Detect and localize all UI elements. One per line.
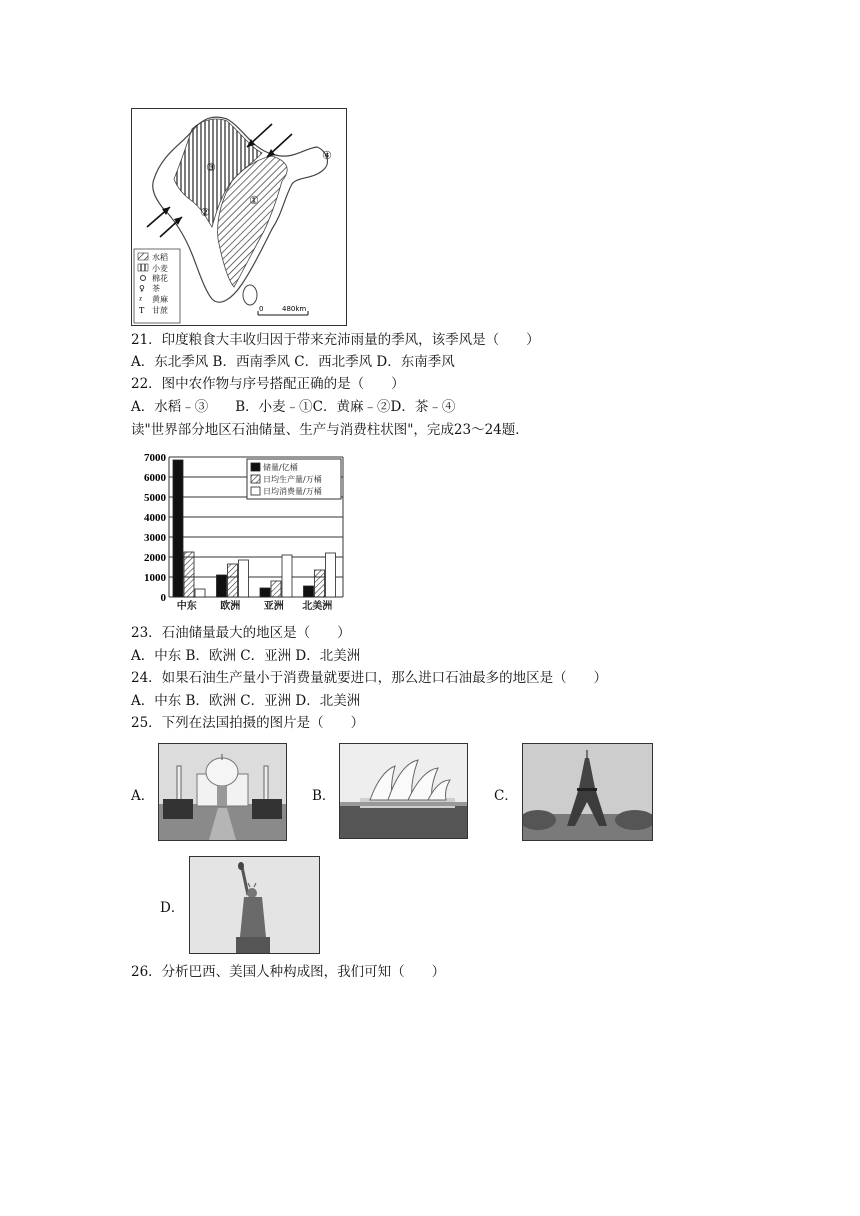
q22-options: A．水稻﹣③ B．小麦﹣①C．黄麻﹣②D．茶﹣④: [131, 399, 456, 415]
q21-options: A．东北季风 B．西南季风 C．西北季风 D．东南季风: [131, 354, 455, 370]
legend-label: 储量/亿桶: [263, 463, 298, 472]
svg-text:♀: ♀: [139, 284, 145, 293]
bar-0-2: [195, 589, 205, 597]
option-b-label: B．: [312, 788, 336, 804]
india-map: [132, 109, 346, 325]
legend-swatch: [251, 463, 260, 471]
option-c-label: C．: [494, 788, 518, 804]
y-tick-label: 3000: [144, 532, 166, 544]
bar-0-1: [184, 552, 194, 597]
chart-intro: 读"世界部分地区石油储量、生产与消费柱状图"，完成23～24题．: [131, 422, 529, 438]
oil-chart-figure: [131, 449, 347, 615]
sri-lanka: [243, 285, 257, 305]
legend-swatch: [251, 487, 260, 495]
x-category-label: 亚洲: [263, 601, 284, 612]
y-tick-label: 6000: [144, 472, 166, 484]
legend-cotton: 棉花: [152, 274, 168, 283]
legend-swatch: [251, 475, 260, 483]
q24-options: A．中东 B．欧洲 C．亚洲 D．北美洲: [131, 693, 361, 709]
q23-stem: 23．石油储量最大的地区是（ ）: [131, 625, 351, 641]
photo-sydney-opera-house: [339, 743, 468, 839]
scale-label: 480km: [282, 305, 307, 313]
x-category-label: 北美洲: [302, 601, 333, 612]
bar-1-1: [228, 564, 238, 597]
india-map-figure: [131, 108, 347, 326]
oil-chart: [131, 449, 347, 615]
y-tick-label: 4000: [144, 512, 166, 524]
y-tick-label: 5000: [144, 492, 166, 504]
q25-stem: 25．下列在法国拍摄的图片是（ ）: [131, 715, 365, 731]
y-tick-label: 2000: [144, 552, 166, 564]
region-number-1: ①: [249, 194, 259, 207]
region-number-2: ②: [200, 206, 210, 219]
bar-3-1: [315, 570, 325, 597]
legend-tea: 茶: [152, 284, 160, 293]
legend-wheat: 小麦: [152, 264, 168, 273]
legend-sugarcane: 甘蔗: [152, 306, 168, 315]
bar-1-0: [217, 575, 227, 597]
q24-stem: 24．如果石油生产量小于消费量就要进口，那么进口石油最多的地区是（ ）: [131, 670, 608, 686]
bar-0-0: [173, 460, 183, 597]
svg-text:T: T: [139, 306, 145, 315]
legend-rice: 水稻: [152, 253, 168, 262]
bar-2-0: [260, 588, 270, 597]
y-tick-label: 1000: [144, 572, 166, 584]
q21-stem: 21．印度粮食大丰收归因于带来充沛雨量的季风，该季风是（ ）: [131, 332, 540, 348]
photo-statue-of-liberty: [189, 856, 320, 954]
option-a-label: A．: [131, 788, 155, 804]
bar-2-1: [271, 581, 281, 597]
region-number-3: ③: [206, 161, 216, 174]
x-category-label: 欧洲: [220, 601, 241, 612]
q26-stem: 26．分析巴西、美国人种构成图，我们可知（ ）: [131, 964, 446, 980]
bar-3-2: [326, 553, 336, 597]
y-tick-label: 7000: [144, 452, 166, 464]
region-number-4: ④: [322, 149, 332, 162]
legend-label: 日均消费量/万桶: [263, 487, 322, 496]
scale-zero: 0: [259, 305, 264, 313]
y-tick-label: 0: [160, 592, 166, 604]
photo-taj-mahal: [158, 743, 287, 841]
bar-1-2: [239, 560, 249, 597]
legend-label: 日均生产量/万桶: [263, 475, 322, 484]
legend-jute: 黄麻: [152, 295, 168, 304]
svg-text:ᵡ: ᵡ: [139, 295, 143, 304]
photo-eiffel-tower: [522, 743, 653, 841]
x-category-label: 中东: [176, 601, 197, 612]
bar-2-2: [282, 555, 292, 597]
q23-options: A．中东 B．欧洲 C．亚洲 D．北美洲: [131, 648, 361, 664]
bar-3-0: [304, 586, 314, 597]
q22-stem: 22．图中农作物与序号搭配正确的是（ ）: [131, 376, 405, 392]
option-d-label: D．: [160, 900, 185, 916]
